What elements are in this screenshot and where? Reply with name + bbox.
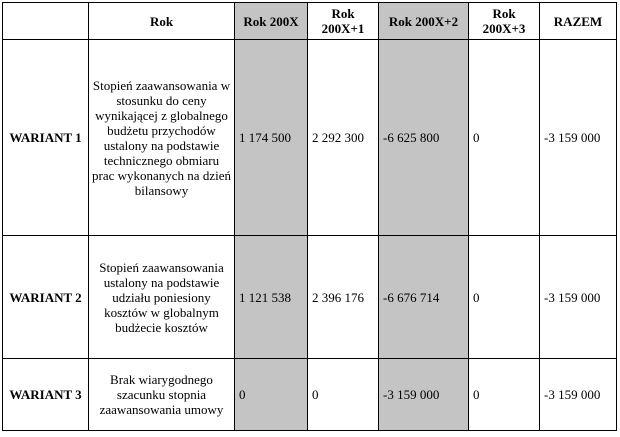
table-row: [3, 40, 617, 236]
year-header-3: Rok 200X+2: [379, 3, 469, 40]
total-header: RAZEM: [540, 3, 617, 40]
total-cell: -3 159 000: [540, 236, 617, 359]
value-cell: 0: [235, 359, 308, 431]
header-row: [3, 3, 617, 40]
year-header-1: Rok 200X: [235, 3, 308, 40]
year-header-2: Rok 200X+1: [308, 3, 379, 40]
variants-table: [2, 2, 617, 431]
table-row: [3, 236, 617, 359]
table-row: [3, 359, 617, 431]
value-cell: 0: [308, 359, 379, 431]
variant-description: Stopień zaawansowania ustalony na podstawie udziału poniesiony kosztów w globalnym budżecie kosztów: [89, 236, 235, 359]
value-cell: 0: [469, 359, 540, 431]
rok-header: Rok: [89, 3, 235, 40]
variant-description: Brak wiarygodnego szacunku stopnia zaawansowania umowy: [89, 359, 235, 431]
variant-description: Stopień zaawansowania w stosunku do ceny wynikającej z globalnego budżetu przychodów ustalony na podstawie technicznego obmiaru prac wykonanych na dzień bilansowy: [89, 40, 235, 236]
value-cell: 1 121 538: [235, 236, 308, 359]
value-cell: 0: [469, 40, 540, 236]
value-cell: 1 174 500: [235, 40, 308, 236]
variant-label: WARIANT 1: [3, 40, 89, 236]
year-header-4: Rok 200X+3: [469, 3, 540, 40]
variant-label: WARIANT 3: [3, 359, 89, 431]
value-cell: -6 625 800: [379, 40, 469, 236]
value-cell: 2 292 300: [308, 40, 379, 236]
value-cell: 2 396 176: [308, 236, 379, 359]
corner-cell: [3, 3, 89, 40]
total-cell: -3 159 000: [540, 359, 617, 431]
value-cell: -6 676 714: [379, 236, 469, 359]
total-cell: -3 159 000: [540, 40, 617, 236]
value-cell: 0: [469, 236, 540, 359]
variant-label: WARIANT 2: [3, 236, 89, 359]
value-cell: -3 159 000: [379, 359, 469, 431]
